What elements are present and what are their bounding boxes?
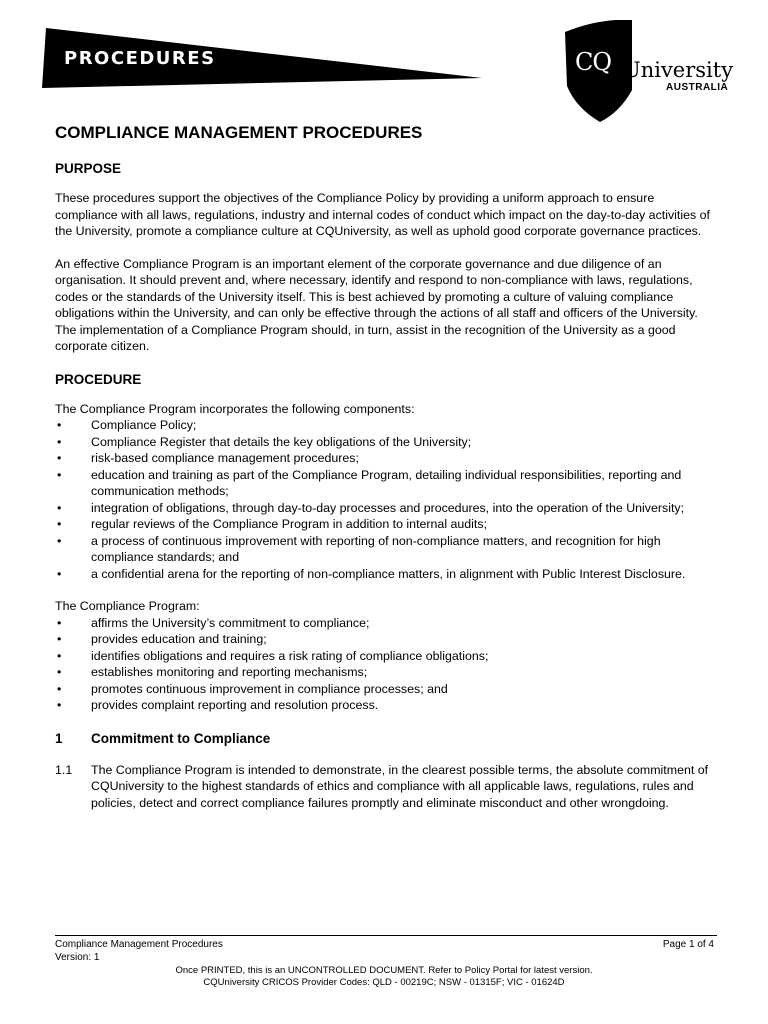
section-title: Commitment to Compliance: [91, 730, 271, 746]
footer-page-number: Page 1 of 4: [662, 939, 714, 950]
footer-divider: [55, 935, 717, 936]
logo-country-text: AUSTRALIA: [666, 82, 729, 93]
footer-version: Version: 1: [55, 952, 100, 963]
list-item: • Compliance Register that details the key obligations of the University;: [55, 434, 717, 451]
procedure-heading: PROCEDURE: [55, 371, 142, 387]
list-item: • risk-based compliance management procedures;: [55, 450, 717, 467]
list-item: • affirms the University’s commitment to compliance;: [55, 615, 717, 632]
list-item: • regular reviews of the Compliance Program in addition to internal audits;: [55, 516, 717, 533]
footer-uncontrolled-notice: Once PRINTED, this is an UNCONTROLLED DOCUMENT. Refer to Policy Portal for latest version.: [175, 965, 593, 976]
footer-notice-block: [0, 965, 768, 989]
list-item: • a process of continuous improvement with reporting of non-compliance matters, and recognition for high compliance standards; and: [55, 533, 717, 566]
components-intro: The Compliance Program incorporates the following components:: [55, 401, 415, 416]
footer-left: [55, 938, 223, 964]
clause-1-1: [55, 762, 717, 812]
purpose-heading: PURPOSE: [55, 161, 122, 176]
section-1-heading: [55, 730, 717, 748]
list-item: • Compliance Policy;: [55, 417, 717, 434]
program-list: [55, 615, 717, 714]
list-item: • establishes monitoring and reporting mechanisms;: [55, 664, 717, 681]
document-title: COMPLIANCE MANAGEMENT PROCEDURES: [55, 123, 423, 142]
list-item: • identifies obligations and requires a risk rating of compliance obligations;: [55, 648, 717, 665]
banner-label: PROCEDURES: [64, 48, 216, 69]
list-item: • promotes continuous improvement in compliance processes; and: [55, 681, 717, 698]
purpose-paragraph-1: These procedures support the objectives of the Compliance Policy by providing a uniform approach to ensure compliance with all laws, regulations, industry and internal codes of conduct which impact on the day-to-day activities of the University, promote a compliance culture at CQUniversity, as well as uphold good corporate governance practices.: [55, 191, 710, 238]
purpose-paragraph-2: An effective Compliance Program is an important element of the corporate governance and due diligence of an organisation. It should prevent and, where necessary, identify and respond to non-compliance with laws, regulations, codes or the standards of the University itself. This is best achieved by promoting a culture of valuing compliance obligations within the University, and can only be effective through the actions of all staff and officers of the University. The implementation of a Compliance Program should, in turn, assist in the recognition of the University as a good corporate citizen.: [55, 256, 698, 353]
footer-cricos: CQUniversity CRICOS Provider Codes: QLD - 00219C; NSW - 01315F; VIC - 01624D: [203, 977, 565, 988]
program-intro: The Compliance Program:: [55, 599, 200, 613]
clause-number: 1.1: [55, 762, 73, 777]
section-number: 1: [55, 730, 63, 746]
list-item: • provides complaint reporting and resolution process.: [55, 697, 717, 714]
list-item: • education and training as part of the Compliance Program, detailing individual responsibilities, reporting and communication methods;: [55, 467, 717, 500]
list-item: • provides education and training;: [55, 631, 717, 648]
document-body: [55, 122, 717, 811]
logo-cq-text: CQ: [575, 48, 612, 76]
footer-doc-name: Compliance Management Procedures: [55, 939, 223, 950]
list-item: • a confidential arena for the reporting of non-compliance matters, in alignment with Public Interest Disclosure.: [55, 566, 717, 583]
list-item: • integration of obligations, through day-to-day processes and procedures, into the operation of the University;: [55, 500, 717, 517]
clause-text: The Compliance Program is intended to demonstrate, in the clearest possible terms, the absolute commitment of CQUniversity to the highest standards of ethics and compliance with all applicable laws, regulations, rules and policies, detect and correct compliance failures promptly and eliminate misconduct and other wrongdoing.: [91, 762, 709, 810]
logo-university-text: University: [623, 58, 734, 82]
components-list: [55, 417, 717, 582]
